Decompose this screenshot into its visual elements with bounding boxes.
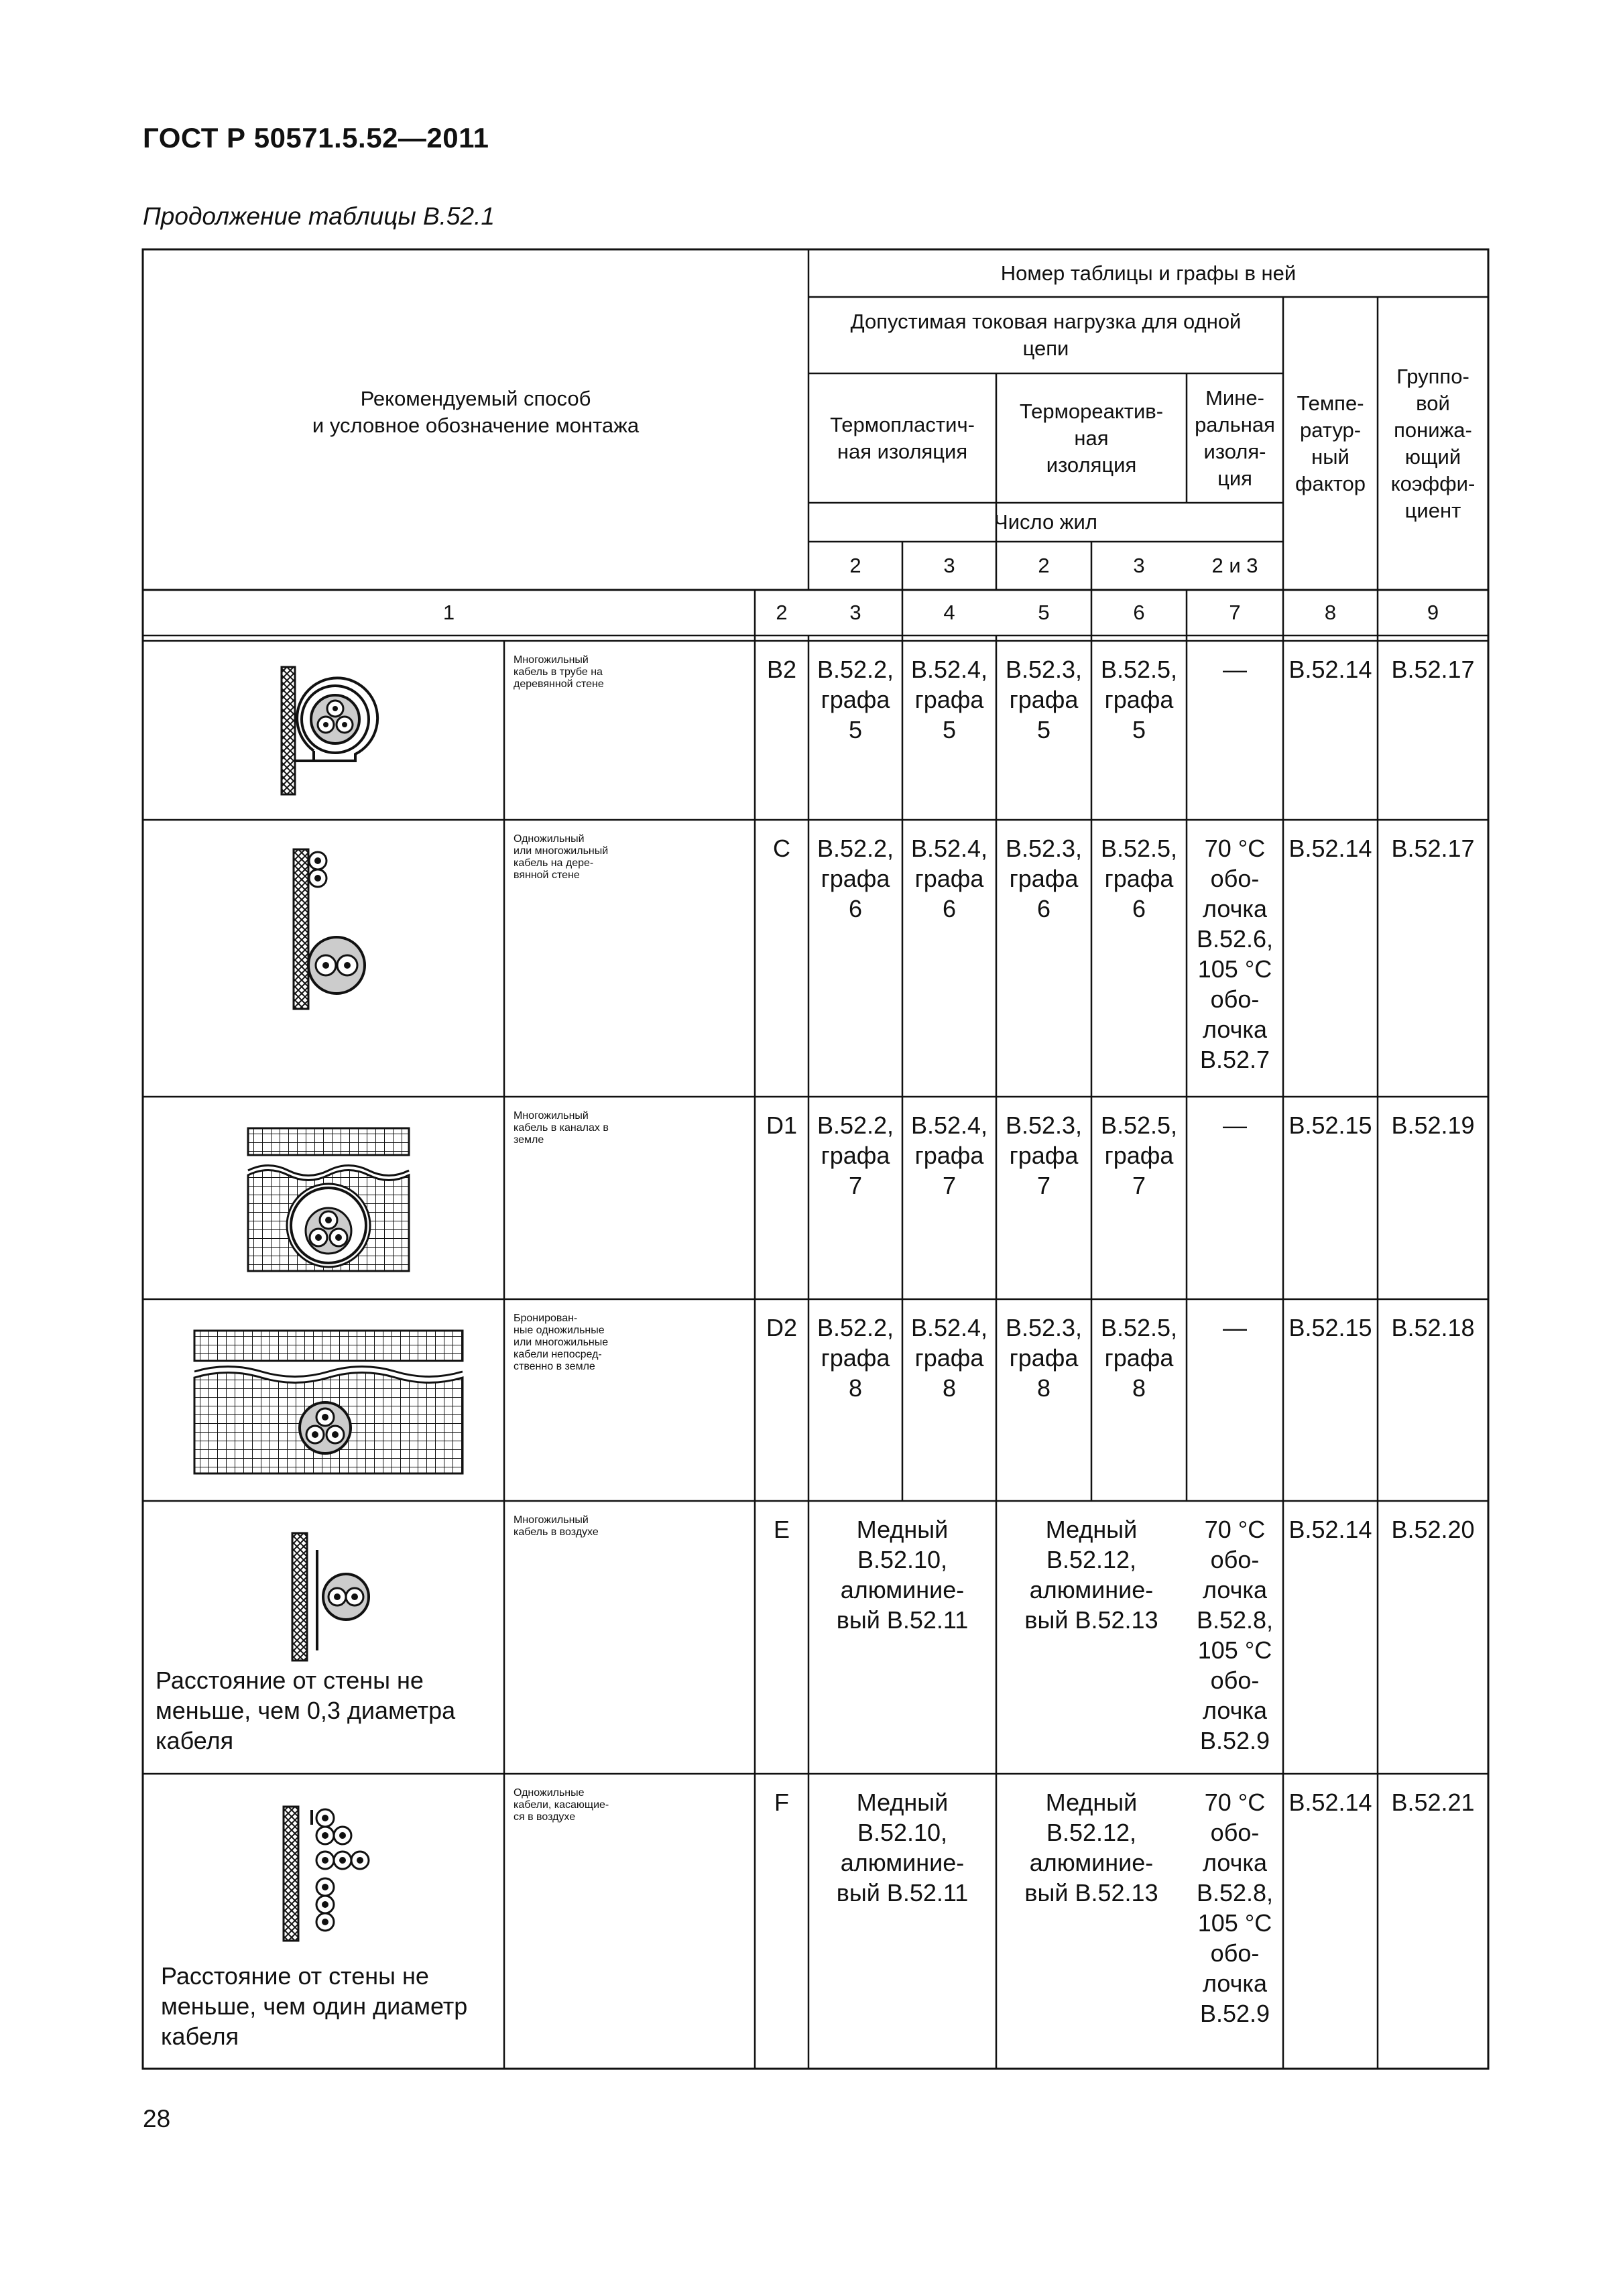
header-current-carrying-capacity: Допустимая токовая нагрузка для одной цепи bbox=[850, 310, 1242, 360]
copper-aluminium-thermoplastic-ref: Медный B.52.10, алюминие- вый B.52.11 bbox=[836, 1789, 969, 1907]
header-table-and-column: Номер таблицы и графы в ней bbox=[1000, 261, 1297, 285]
table-ref-cell: B.52.3, графа 8 bbox=[1005, 1314, 1083, 1402]
header-number-of-cores: Число жил bbox=[994, 510, 1097, 534]
column-number: 7 bbox=[1229, 601, 1241, 624]
table-caption: Продолжение таблицы B.52.1 bbox=[143, 202, 495, 230]
column-number: 9 bbox=[1427, 601, 1439, 624]
temperature-factor-ref: B.52.14 bbox=[1288, 835, 1372, 862]
header-temperature-factor: Темпе- ратур- ный фактор bbox=[1295, 391, 1366, 495]
header-cores-2-thermoplastic: 2 bbox=[849, 554, 861, 577]
temperature-factor-ref: B.52.14 bbox=[1288, 1516, 1372, 1543]
group-factor-ref: B.52.17 bbox=[1391, 656, 1475, 683]
mineral-ref-cell: — bbox=[1223, 656, 1247, 683]
group-factor-ref: B.52.17 bbox=[1391, 835, 1475, 862]
table-ref-cell: B.52.2, графа 5 bbox=[817, 656, 894, 743]
header-installation-method: Рекомендуемый способ и условное обозначение монтажа bbox=[312, 387, 640, 437]
method-code: F bbox=[774, 1789, 789, 1816]
multicore-cable-in-air-icon bbox=[287, 1530, 381, 1664]
mineral-ref-cell: 70 °С обо- лочка B.52.6, 105 °С обо- лочка B.52.7 bbox=[1196, 835, 1274, 1073]
column-number: 3 bbox=[849, 601, 861, 624]
group-factor-ref: B.52.20 bbox=[1391, 1516, 1475, 1543]
method-description: Одножильные кабели, касающие- ся в воздухе bbox=[514, 1787, 609, 1823]
header-mineral-insulation: Мине- ральная изоля- ция bbox=[1195, 385, 1275, 490]
cable-direct-in-ground-icon bbox=[191, 1327, 466, 1478]
document-code: ГОСТ Р 50571.5.52—2011 bbox=[143, 122, 489, 154]
header-group-reduction-factor: Группо- вой понижа- ющий коэффи- циент bbox=[1390, 364, 1476, 522]
group-factor-ref: B.52.19 bbox=[1391, 1111, 1475, 1139]
temperature-factor-ref: B.52.15 bbox=[1288, 1314, 1372, 1341]
column-number: 1 bbox=[442, 601, 455, 624]
temperature-factor-ref: B.52.14 bbox=[1288, 1789, 1372, 1816]
table-ref-cell: B.52.2, графа 7 bbox=[817, 1111, 894, 1199]
method-code: C bbox=[773, 835, 790, 862]
table-ref-cell: B.52.4, графа 8 bbox=[910, 1314, 988, 1402]
method-code: B2 bbox=[766, 656, 797, 683]
group-factor-ref: B.52.18 bbox=[1391, 1314, 1475, 1341]
cable-in-ground-duct-icon bbox=[245, 1125, 412, 1276]
copper-aluminium-thermoset-ref: Медный B.52.12, алюминие- вый B.52.13 bbox=[1024, 1789, 1158, 1907]
table-ref-cell: B.52.5, графа 5 bbox=[1100, 656, 1178, 743]
table-ref-cell: B.52.5, графа 6 bbox=[1100, 835, 1178, 922]
spacing-note: Расстояние от стены не меньше, чем один диаметр кабеля bbox=[161, 1962, 468, 2050]
header-cores-3-thermoset: 3 bbox=[1133, 554, 1145, 577]
table-ref-cell: B.52.4, графа 6 bbox=[910, 835, 988, 922]
single-core-cables-touching-in-air-icon bbox=[278, 1803, 392, 1951]
method-code: D1 bbox=[766, 1111, 798, 1139]
method-description: Одножильный или многожильный кабель на дере- вянной стене bbox=[514, 833, 609, 881]
header-cores-3-thermoplastic: 3 bbox=[943, 554, 955, 577]
spacing-note: Расстояние от стены не меньше, чем 0,3 диаметра кабеля bbox=[156, 1667, 456, 1754]
column-number: 5 bbox=[1038, 601, 1050, 624]
mineral-ref-cell: 70 °С обо- лочка B.52.8, 105 °С обо- лочка B.52.9 bbox=[1196, 1789, 1274, 2027]
table-ref-cell: B.52.3, графа 6 bbox=[1005, 835, 1083, 922]
page-number: 28 bbox=[143, 2105, 171, 2132]
copper-aluminium-thermoplastic-ref: Медный B.52.10, алюминие- вый B.52.11 bbox=[836, 1516, 969, 1634]
table-ref-cell: B.52.3, графа 7 bbox=[1005, 1111, 1083, 1199]
table-ref-cell: B.52.2, графа 6 bbox=[817, 835, 894, 922]
copper-aluminium-thermoset-ref: Медный B.52.12, алюминие- вый B.52.13 bbox=[1024, 1516, 1158, 1634]
table-ref-cell: B.52.2, графа 8 bbox=[817, 1314, 894, 1402]
method-description: Многожильный кабель в трубе на деревянной стене bbox=[514, 654, 604, 690]
column-number: 8 bbox=[1324, 601, 1337, 624]
column-number: 6 bbox=[1133, 601, 1145, 624]
column-number: 2 bbox=[776, 601, 788, 624]
method-description: Многожильный кабель в каналах в земле bbox=[514, 1110, 609, 1146]
method-description: Многожильный кабель в воздухе bbox=[514, 1514, 599, 1538]
method-code: E bbox=[773, 1516, 790, 1543]
header-cores-2-and-3-mineral: 2 и 3 bbox=[1211, 554, 1258, 577]
mineral-ref-cell: — bbox=[1223, 1314, 1247, 1341]
temperature-factor-ref: B.52.14 bbox=[1288, 656, 1372, 683]
header-cores-2-thermoset: 2 bbox=[1038, 554, 1050, 577]
method-code: D2 bbox=[766, 1314, 798, 1341]
header-thermoset-insulation: Термореактив- ная изоляция bbox=[1019, 399, 1164, 477]
table-ref-cell: B.52.5, графа 8 bbox=[1100, 1314, 1178, 1402]
cable-on-wooden-wall-icon bbox=[288, 846, 382, 1014]
table-ref-cell: B.52.4, графа 7 bbox=[910, 1111, 988, 1199]
group-factor-ref: B.52.21 bbox=[1391, 1789, 1475, 1816]
temperature-factor-ref: B.52.15 bbox=[1288, 1111, 1372, 1139]
table-ref-cell: B.52.5, графа 7 bbox=[1100, 1111, 1178, 1199]
method-description: Бронирован- ные одножильные или многожильные кабели непосред- ственно в земле bbox=[514, 1313, 609, 1372]
table-ref-cell: B.52.3, графа 5 bbox=[1005, 656, 1083, 743]
mineral-ref-cell: 70 °С обо- лочка B.52.8, 105 °С обо- лочка B.52.9 bbox=[1196, 1516, 1274, 1754]
column-number: 4 bbox=[943, 601, 955, 624]
table-ref-cell: B.52.4, графа 5 bbox=[910, 656, 988, 743]
mineral-ref-cell: — bbox=[1223, 1111, 1247, 1139]
header-thermoplastic-insulation: Термопластич- ная изоляция bbox=[830, 412, 975, 463]
cable-in-conduit-on-wooden-wall-icon bbox=[274, 660, 394, 801]
